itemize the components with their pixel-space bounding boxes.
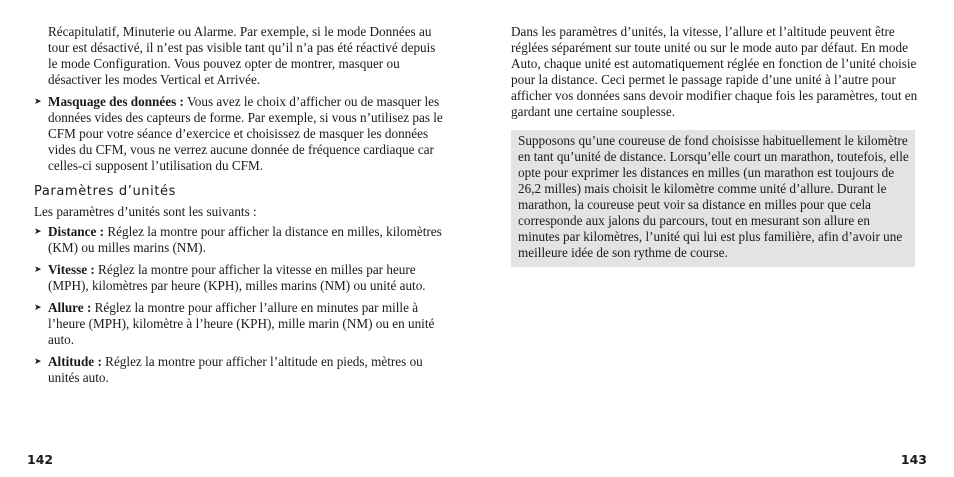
bullet-altitude [34, 354, 446, 386]
section-intro: Les paramètres d’unités sont les suivants : [34, 204, 257, 219]
bullet-distance-text: Réglez la montre pour afficher la distance en milles, kilomètres (KM) ou milles marins (NM). [48, 224, 442, 255]
bullet-distance [34, 224, 446, 256]
left-column [34, 24, 446, 392]
bullet-distance-label: Distance : [48, 224, 105, 239]
right-column [511, 24, 923, 267]
bullet-speed-text: Réglez la montre pour afficher la vitesse en milles par heure (MPH), kilomètres par heure (KPH), milles marins (NM) ou unité auto. [48, 262, 426, 293]
bullet-altitude-label: Altitude : [48, 354, 102, 369]
continuation-paragraph: Récapitulatif, Minuterie ou Alarme. Par exemple, si le mode Données au tour est désactivé, il n’est pas visible tant qu’il n’a pas été réactivé depuis le mode Configuration. Vous pouvez opter de montrer, masquer ou désactiver les modes Vertical et Arrivée. [48, 24, 436, 87]
bullet-masking-label: Masquage des données : [48, 94, 184, 109]
arrow-bullet-icon: ➤ [34, 227, 42, 237]
bullet-pace-label: Allure : [48, 300, 92, 315]
bullet-pace [34, 300, 446, 348]
units-paragraph: Dans les paramètres d’unités, la vitesse, l’allure et l’altitude peuvent être réglées séparément sur toute unité ou sur le mode auto par défaut. En mode Auto, chaque unité est automatiquement réglée en fonction de l’unité choisie pour la distance. Ceci permet le passage rapide d’une unité à l’autre pour afficher vos données sans devoir modifier chaque fois les paramètres, tout en gardant une certaine souplesse. [511, 24, 918, 119]
example-box [511, 130, 915, 267]
bullet-speed [34, 262, 446, 294]
arrow-bullet-icon: ➤ [34, 97, 42, 107]
bullet-masking-text: Vous avez le choix d’afficher ou de masquer les données vides des capteurs de forme. Par exemple, si vous n’utilisez pas le CFM pour votre séance d’exercice et choisissez de masquer les données vides du CFM, vous ne verrez aucune donnée de fréquence cardiaque car celles-ci supposent l’utilisation du CFM. [48, 94, 443, 173]
arrow-bullet-icon: ➤ [34, 357, 42, 367]
bullet-speed-label: Vitesse : [48, 262, 95, 277]
bullet-masking [34, 94, 446, 174]
right-page [477, 0, 954, 477]
example-box-text: Supposons qu’une coureuse de fond choisisse habituellement le kilomètre en tant qu’unité de distance. Lorsqu’elle court un marathon, toutefois, elle opte pour exprimer les distances en milles (un marathon est toujours de 26,2 milles) mais choisit le kilomètre comme unité d’allure. Durant le marathon, la coureuse peut voir sa distance en milles pour que cela corresponde aux jalons du parcours, tout en mesurant son allure en minutes par kilomètres, l’unité qui lui est plus familière, afin d’avoir une meilleure idée de son rythme de course. [518, 133, 909, 260]
section-title: Paramètres d’unités [34, 184, 176, 199]
arrow-bullet-icon: ➤ [34, 303, 42, 313]
arrow-bullet-icon: ➤ [34, 265, 42, 275]
bullet-pace-text: Réglez la montre pour afficher l’allure en minutes par mille à l’heure (MPH), kilomètre à l’heure (KPH), mille marin (NM) ou en unité auto. [48, 300, 435, 347]
bullet-altitude-text: Réglez la montre pour afficher l’altitude en pieds, mètres ou unités auto. [48, 354, 423, 385]
page-number-right: 143 [900, 452, 927, 467]
page-number-left: 142 [27, 452, 54, 467]
